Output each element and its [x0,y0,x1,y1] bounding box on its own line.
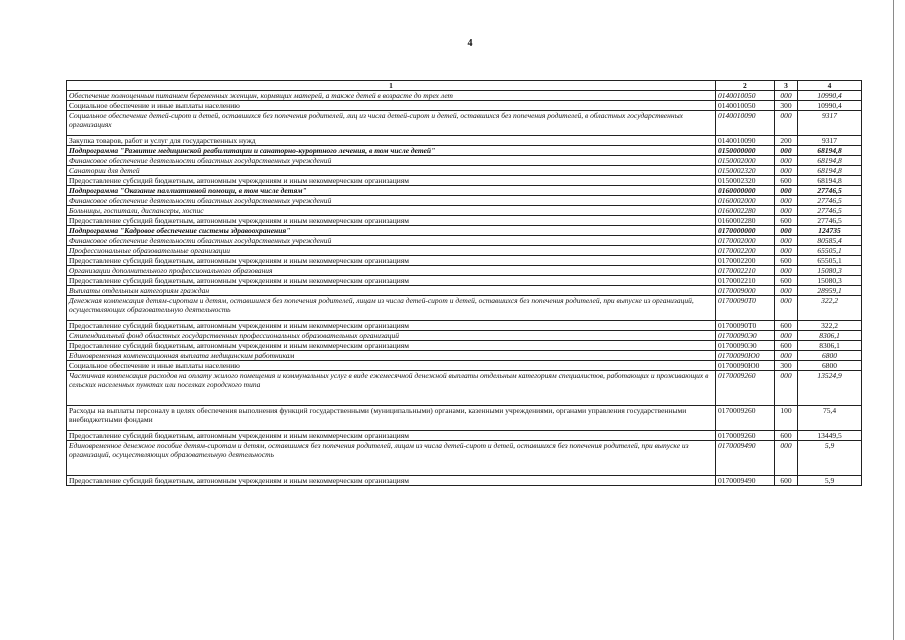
table-row [67,111,862,136]
row-sum-cell: 6800 [798,361,862,371]
table-row [67,441,862,476]
row-type-cell: 600 [774,341,797,351]
table-row [67,91,862,101]
header-col-name: 1 [67,81,716,91]
row-name-cell: Частичная компенсация расходов на оплату жилого помещения и коммунальных услуг в виде ежемесячной денежной выплаты отдельным категориям специалистов, работающих и проживающих в сельских населенных пунктах или поселках городского типа [67,371,716,406]
row-code-cell: 0140010090 [715,136,774,146]
row-name-cell: Предоставление субсидий бюджетным, автономным учреждениям и иным некоммерческим организациям [67,341,716,351]
row-code-cell: 0140010050 [715,91,774,101]
row-type-cell: 000 [774,91,797,101]
row-name-cell: Организации дополнительного профессионального образования [67,266,716,276]
table-row [67,406,862,431]
row-name-cell: Подпрограмма "Развитие медицинской реабилитации и санаторно-курортного лечения, в том числе детей" [67,146,716,156]
row-name-cell: Денежная компенсация детям-сиротам и детям, оставшимся без попечения родителей, лицам из числа детей-сирот и детей, оставшихся без попечения родителей, при выпуске из организаций, осуществляющих образовательную деятельность [67,296,716,321]
row-name-cell: Закупка товаров, работ и услуг для государственных нужд [67,136,716,146]
row-sum-cell: 322,2 [798,321,862,331]
row-name-cell: Обеспечение полноценным питанием беременных женщин, кормящих матерей, а также детей в возрасте до трех лет [67,91,716,101]
row-code-cell: 0170002210 [715,266,774,276]
header-col-sum: 4 [798,81,862,91]
row-sum-cell: 5,9 [798,441,862,476]
row-name-cell: Подпрограмма "Оказание паллиативной помощи, в том числе детям" [67,186,716,196]
row-name-cell: Предоставление субсидий бюджетным, автономным учреждениям и иным некоммерческим организациям [67,476,716,486]
row-name-cell: Стипендиальный фонд областных государственных профессиональных образовательных организаций [67,331,716,341]
row-name-cell: Финансовое обеспечение деятельности областных государственных учреждений [67,156,716,166]
row-code-cell: 0170009490 [715,476,774,486]
row-code-cell: 0170000000 [715,226,774,236]
row-type-cell: 000 [774,286,797,296]
header-col-type: 3 [774,81,797,91]
row-type-cell: 300 [774,361,797,371]
row-name-cell: Единовременная компенсационная выплата медицинским работникам [67,351,716,361]
row-sum-cell: 124735 [798,226,862,236]
row-name-cell: Социальное обеспечение и иные выплаты населению [67,361,716,371]
table-row [67,266,862,276]
table-row [67,176,862,186]
row-type-cell: 000 [774,331,797,341]
row-code-cell: 0160002280 [715,206,774,216]
row-code-cell: 0140010090 [715,111,774,136]
row-type-cell: 000 [774,156,797,166]
row-type-cell: 000 [774,266,797,276]
row-code-cell: 0160002000 [715,196,774,206]
row-sum-cell: 27746,5 [798,206,862,216]
row-sum-cell: 13449,5 [798,431,862,441]
row-type-cell: 100 [774,406,797,431]
table-row [67,286,862,296]
row-sum-cell: 10990,4 [798,101,862,111]
row-code-cell: 0170009490 [715,441,774,476]
row-sum-cell: 68194,8 [798,156,862,166]
table-row [67,226,862,236]
page-number: 4 [467,38,473,49]
row-type-cell: 600 [774,476,797,486]
row-code-cell: 0170009260 [715,371,774,406]
row-type-cell: 000 [774,196,797,206]
row-code-cell: 0150002320 [715,176,774,186]
row-type-cell: 300 [774,101,797,111]
row-code-cell: 0170002200 [715,256,774,266]
row-type-cell: 000 [774,206,797,216]
row-code-cell: 01700090Ю0 [715,361,774,371]
table-row [67,136,862,146]
row-name-cell: Финансовое обеспечение деятельности областных государственных учреждений [67,196,716,206]
row-code-cell: 0160000000 [715,186,774,196]
row-sum-cell: 68194,8 [798,166,862,176]
table-row [67,206,862,216]
row-code-cell: 01700090Т0 [715,321,774,331]
table-row [67,216,862,226]
row-code-cell: 01700090Ю0 [715,351,774,361]
row-sum-cell: 75,4 [798,406,862,431]
row-code-cell: 01700090Э0 [715,331,774,341]
row-sum-cell: 15080,3 [798,266,862,276]
row-type-cell: 200 [774,136,797,146]
row-sum-cell: 68194,8 [798,146,862,156]
row-code-cell: 0160002280 [715,216,774,226]
table-row [67,341,862,351]
row-sum-cell: 9317 [798,136,862,146]
row-type-cell: 600 [774,276,797,286]
row-sum-cell: 68194,8 [798,176,862,186]
row-type-cell: 000 [774,371,797,406]
row-type-cell: 000 [774,246,797,256]
row-type-cell: 000 [774,236,797,246]
row-type-cell: 600 [774,216,797,226]
row-code-cell: 0170002210 [715,276,774,286]
table-row [67,146,862,156]
row-name-cell: Профессиональные образовательные организации [67,246,716,256]
table-row [67,196,862,206]
table-row [67,276,862,286]
row-name-cell: Социальное обеспечение и иные выплаты населению [67,101,716,111]
row-name-cell: Расходы на выплаты персоналу в целях обеспечения выполнения функций государственными (муниципальными) органами, казенными учреждениями, органами управления государственными внебюджетными фондами [67,406,716,431]
row-type-cell: 600 [774,321,797,331]
table-row [67,331,862,341]
row-sum-cell: 10990,4 [798,91,862,101]
row-sum-cell: 13524,9 [798,371,862,406]
row-name-cell: Больницы, госпитали, диспансеры, хоспис [67,206,716,216]
header-col-code: 2 [715,81,774,91]
row-sum-cell: 9317 [798,111,862,136]
row-code-cell: 0150000000 [715,146,774,156]
row-type-cell: 600 [774,256,797,266]
table-row [67,246,862,256]
table-row [67,156,862,166]
table-row [67,166,862,176]
row-code-cell: 0140010050 [715,101,774,111]
row-code-cell: 0150002000 [715,156,774,166]
row-sum-cell: 65505,1 [798,246,862,256]
row-name-cell: Предоставление субсидий бюджетным, автономным учреждениям и иным некоммерческим организациям [67,321,716,331]
row-type-cell: 000 [774,296,797,321]
table-row [67,101,862,111]
row-name-cell: Предоставление субсидий бюджетным, автономным учреждениям и иным некоммерческим организациям [67,431,716,441]
table-body [67,91,862,486]
row-sum-cell: 27746,5 [798,186,862,196]
row-name-cell: Подпрограмма "Кадровое обеспечение системы здравоохранения" [67,226,716,236]
row-sum-cell: 6800 [798,351,862,361]
row-name-cell: Предоставление субсидий бюджетным, автономным учреждениям и иным некоммерческим организациям [67,176,716,186]
row-code-cell: 0170002200 [715,246,774,256]
table-row [67,431,862,441]
row-code-cell: 0170002000 [715,236,774,246]
row-name-cell: Социальное обеспечение детей-сирот и детей, оставшихся без попечения родителей, лиц из числа детей-сирот и детей, оставшихся без попечения родителей, в областных государственных организациях [67,111,716,136]
row-type-cell: 000 [774,111,797,136]
table-row [67,476,862,486]
row-type-cell: 000 [774,351,797,361]
table-row [67,236,862,246]
row-code-cell: 01700090Т0 [715,296,774,321]
table-row [67,361,862,371]
row-sum-cell: 27746,5 [798,216,862,226]
table-row [67,351,862,361]
row-name-cell: Предоставление субсидий бюджетным, автономным учреждениям и иным некоммерческим организациям [67,216,716,226]
row-name-cell: Единовременное денежное пособие детям-сиротам и детям, оставшимся без попечения родителей, лицам из числа детей-сирот и детей, оставшихся без попечения родителей, при выпуске из организаций, осуществляющих образовательную деятельность [67,441,716,476]
row-sum-cell: 5,9 [798,476,862,486]
budget-table [66,80,862,486]
row-type-cell: 000 [774,226,797,236]
table-row [67,371,862,406]
row-sum-cell: 28959,1 [798,286,862,296]
table-row [67,186,862,196]
row-type-cell: 000 [774,146,797,156]
row-sum-cell: 8306,1 [798,341,862,351]
row-sum-cell: 8306,1 [798,331,862,341]
row-name-cell: Санатории для детей [67,166,716,176]
table-row [67,256,862,266]
table-header [67,81,862,91]
header-row [67,81,862,91]
row-type-cell: 000 [774,166,797,176]
row-sum-cell: 322,2 [798,296,862,321]
table-row [67,321,862,331]
row-name-cell: Предоставление субсидий бюджетным, автономным учреждениям и иным некоммерческим организациям [67,256,716,266]
row-sum-cell: 27746,5 [798,196,862,206]
page-edge-divider [893,0,894,640]
row-type-cell: 600 [774,176,797,186]
row-type-cell: 000 [774,186,797,196]
row-code-cell: 0170009260 [715,431,774,441]
row-sum-cell: 80585,4 [798,236,862,246]
row-type-cell: 000 [774,441,797,476]
row-code-cell: 0150002320 [715,166,774,176]
row-sum-cell: 65505,1 [798,256,862,266]
row-name-cell: Финансовое обеспечение деятельности областных государственных учреждений [67,236,716,246]
row-code-cell: 0170009000 [715,286,774,296]
row-sum-cell: 15080,3 [798,276,862,286]
row-type-cell: 600 [774,431,797,441]
row-code-cell: 0170009260 [715,406,774,431]
table-row [67,296,862,321]
row-name-cell: Предоставление субсидий бюджетным, автономным учреждениям и иным некоммерческим организациям [67,276,716,286]
row-name-cell: Выплаты отдельным категориям граждан [67,286,716,296]
row-code-cell: 01700090Э0 [715,341,774,351]
